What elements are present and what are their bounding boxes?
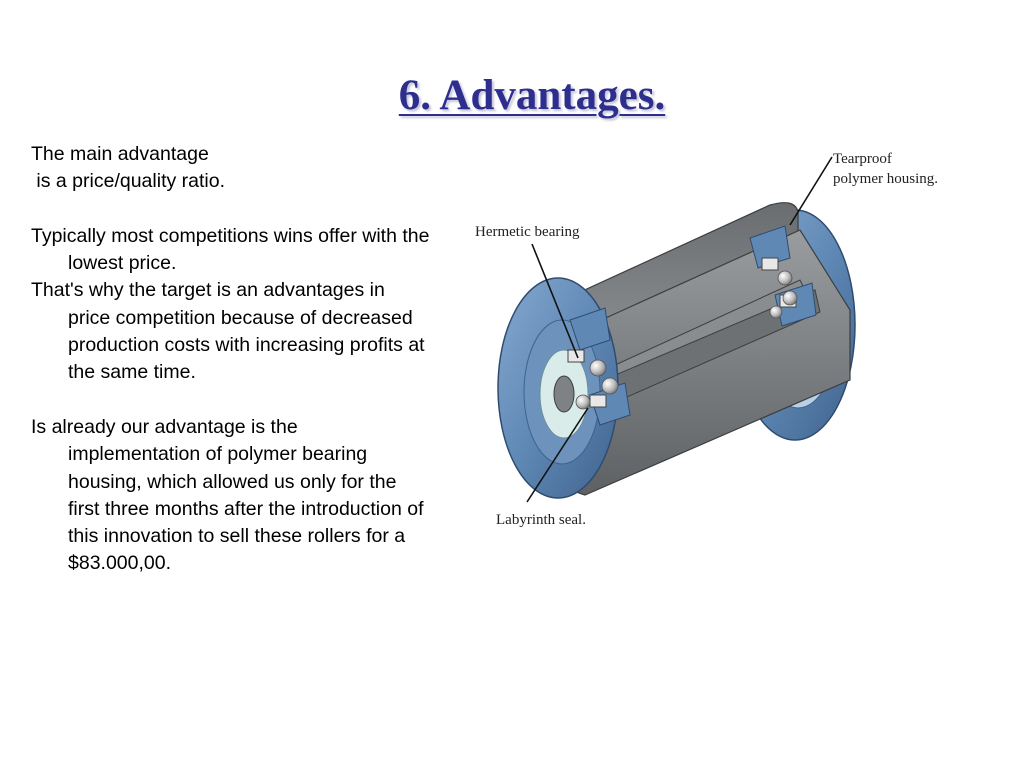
roller-cutaway-figure (440, 140, 980, 540)
bearing-ball (770, 306, 782, 318)
callout-housing-line-2: polymer housing. (833, 171, 938, 187)
paragraph-target: That's why the target is an advantages in price competition because of decreased production costs with increasing profits at the same time. (31, 279, 425, 384)
paragraph-main-advantage-line-2: is a price/quality ratio. (31, 170, 226, 193)
slide-title: 6. Advantages. (398, 72, 666, 119)
back-seal-top (762, 258, 778, 270)
body-text (31, 141, 431, 578)
bearing-ball (783, 291, 797, 305)
paragraph-polymer-housing: Is already our advantage is the implementation of polymer bearing housing, which allowed us only for the first three months after the introduction of this innovation to sell these rollers for a $83.000,00. (31, 415, 424, 575)
callout-labyrinth-seal: Labyrinth seal. (496, 512, 586, 528)
callout-hermetic-bearing: Hermetic bearing (475, 224, 580, 240)
front-seal-bottom (590, 395, 606, 407)
bearing-ball (602, 378, 618, 394)
paragraph-main-advantage-line-1: The main advantage (31, 143, 209, 165)
front-shaft-end (554, 376, 574, 412)
roller-cutaway-illustration (440, 140, 980, 540)
bearing-ball (778, 271, 792, 285)
bearing-ball (590, 360, 606, 376)
callout-housing-line-1: Tearproof (833, 151, 892, 167)
paragraph-competitions: Typically most competitions wins offer with the lowest price. (31, 224, 430, 275)
bearing-ball (576, 395, 590, 409)
